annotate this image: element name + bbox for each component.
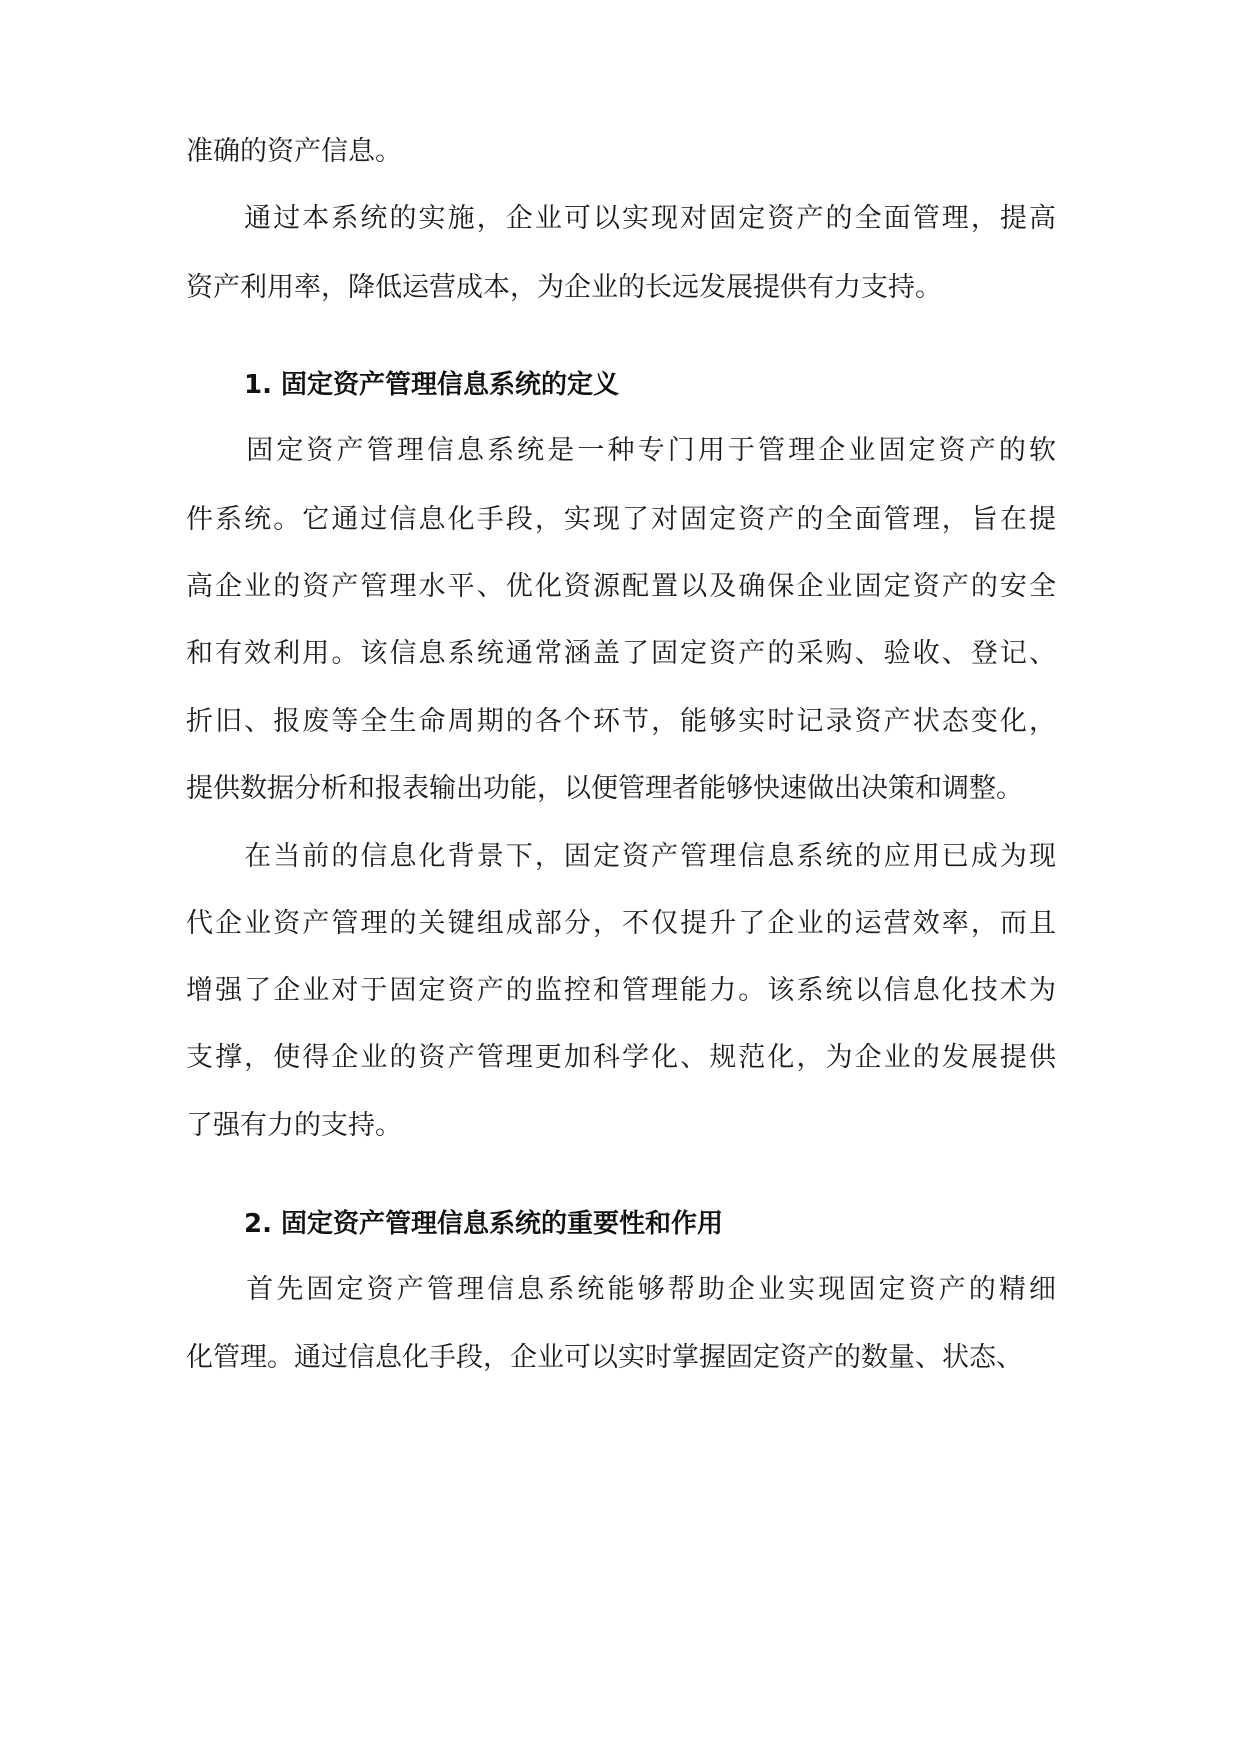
section-1-para-2-line-4: 支撑，使得企业的资产管理更加科学化、规范化，为企业的发展提供 (186, 1042, 1056, 1073)
section-1-para-1-line-4: 和有效利用。该信息系统通常涵盖了固定资产的采购、验收、登记、 (186, 638, 1056, 669)
section-1-para-1-line-2: 件系统。它通过信息化手段，实现了对固定资产的全面管理，旨在提 (186, 504, 1056, 535)
section-2-para-1-line-2: 化管理。通过信息化手段，企业可以实时掌握固定资产的数量、状态、 (186, 1342, 1023, 1373)
section-1-para-2-line-5: 了强有力的支持。 (186, 1110, 402, 1141)
summary-paragraph-line-2: 资产利用率，降低运营成本，为企业的长远发展提供有力支持。 (186, 272, 942, 303)
section-1-para-2-line-1: 在当前的信息化背景下，固定资产管理信息系统的应用已成为现 (186, 841, 1056, 872)
continuation-line: 准确的资产信息。 (186, 136, 402, 167)
section-2-heading: 2. 固定资产管理信息系统的重要性和作用 (244, 1209, 724, 1239)
section-1-para-2-line-2: 代企业资产管理的关键组成部分，不仅提升了企业的运营效率，而且 (186, 908, 1056, 939)
section-1-para-2-line-3: 增强了企业对于固定资产的监控和管理能力。该系统以信息化技术为 (186, 975, 1056, 1006)
section-1-para-1-line-5: 折旧、报废等全生命周期的各个环节，能够实时记录资产状态变化， (186, 706, 1056, 737)
section-1-para-1-line-1: 固定资产管理信息系统是一种专门用于管理企业固定资产的软 (186, 435, 1056, 466)
section-1-para-1-line-3: 高企业的资产管理水平、优化资源配置以及确保企业固定资产的安全 (186, 571, 1056, 602)
section-1-para-1-line-6: 提供数据分析和报表输出功能，以便管理者能够快速做出决策和调整。 (186, 773, 1023, 804)
summary-paragraph-line-1: 通过本系统的实施，企业可以实现对固定资产的全面管理，提高 (186, 203, 1056, 234)
section-2-para-1-line-1: 首先固定资产管理信息系统能够帮助企业实现固定资产的精细 (186, 1274, 1056, 1305)
section-1-heading: 1. 固定资产管理信息系统的定义 (244, 370, 620, 400)
